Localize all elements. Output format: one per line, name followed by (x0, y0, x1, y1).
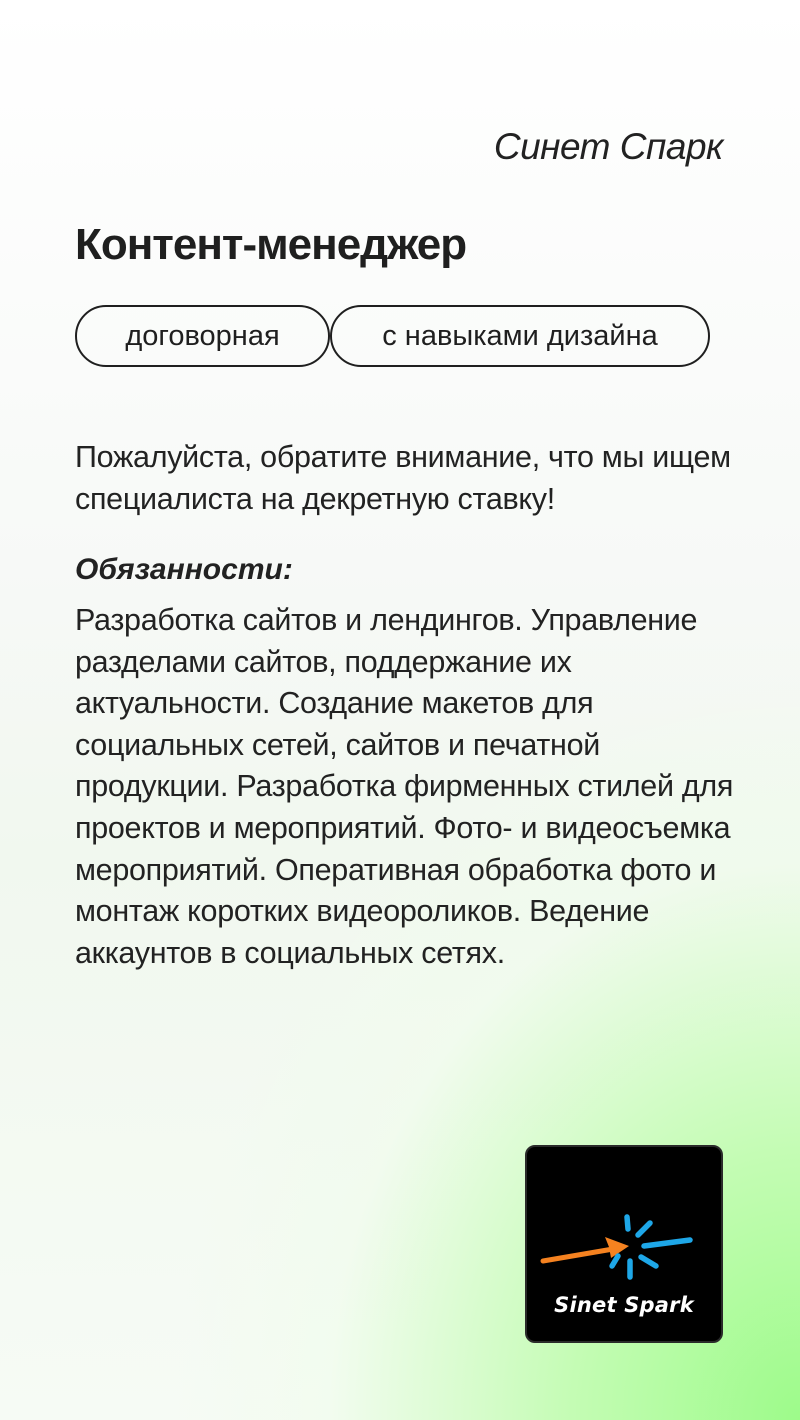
company-name: Синет Спарк (493, 126, 723, 167)
notice-text: Пожалуйста, обратите внимание, что мы ищем специалиста на декретную ставку! (75, 440, 731, 516)
duties-text: Разработка сайтов и лендингов. Управление разделами сайтов, поддержание их актуальности. Создание макетов для социальных сетей, сайтов и печатной продукции. Разработка фирменных стилей для проектов и мероприятий. Фото- и видеосъемка мероприятий. Оперативная обработка фото и монтаж коротких видеороликов. Ведение аккаунтов в социальных сетях. (75, 603, 734, 970)
duties-heading: Обязанности: (75, 553, 293, 586)
tag-salary: договорная (75, 305, 330, 367)
tag-skills: с навыками дизайна (330, 305, 710, 367)
job-title: Контент-менеджер (75, 220, 467, 269)
company-logo (525, 1145, 723, 1343)
tag-list (75, 305, 710, 367)
logo-text: Sinet Spark (554, 1293, 694, 1317)
